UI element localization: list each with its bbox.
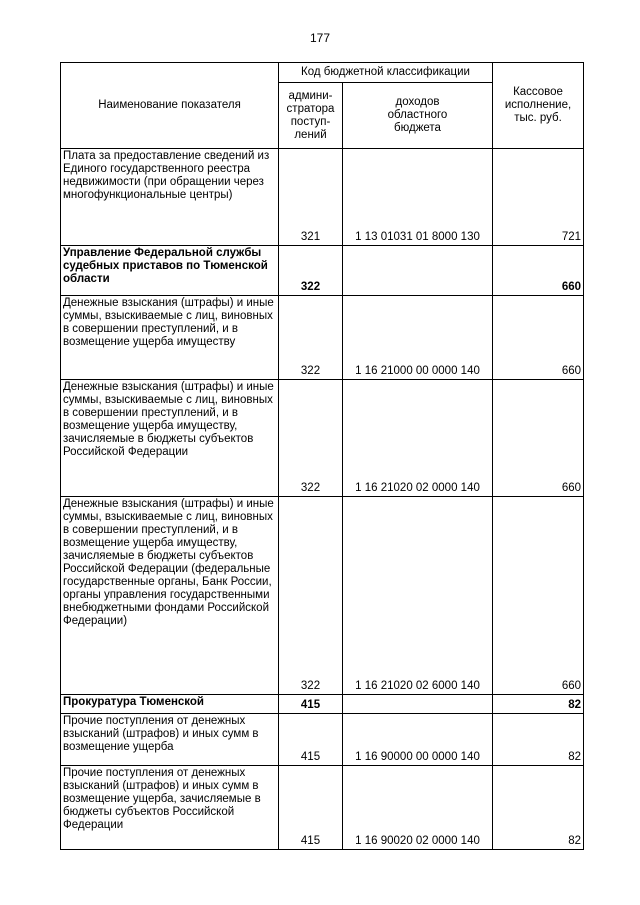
row-code: 1 16 90020 02 0000 140 <box>343 766 493 850</box>
row-name: Денежные взыскания (штрафы) и иные суммы, взыскиваемые с лиц, виновных в совершении преступлений, и в возмещение ущерба имуществу, зачисляемые в бюджеты субъектов Российской Федерации (федеральные государственные органы, Банк России, органы управления государственными внебюджетными фондами Российской Федерации) <box>61 497 279 695</box>
row-name: Управление Федеральной службы судебных приставов по Тюменской области <box>61 246 279 296</box>
row-code: 1 16 21020 02 0000 140 <box>343 380 493 497</box>
row-admin: 415 <box>279 714 343 766</box>
row-code: 1 16 21020 02 6000 140 <box>343 497 493 695</box>
table-row <box>61 497 584 695</box>
row-amount: 82 <box>493 695 584 714</box>
row-amount: 82 <box>493 714 584 766</box>
row-code: 1 16 21000 00 0000 140 <box>343 296 493 380</box>
row-name: Плата за предоставление сведений из Единого государственного реестра недвижимости (при обращении через многофункциональные центры) <box>61 149 279 246</box>
row-name: Прочие поступления от денежных взысканий (штрафов) и иных сумм в возмещение ущерба, зачисляемые в бюджеты субъектов Российской Федерации <box>61 766 279 850</box>
row-amount: 660 <box>493 296 584 380</box>
table-row <box>61 380 584 497</box>
row-admin: 415 <box>279 695 343 714</box>
row-code: 1 13 01031 01 8000 130 <box>343 149 493 246</box>
header-admin: админи- стратора поступ- лений <box>279 83 343 149</box>
row-admin: 321 <box>279 149 343 246</box>
header-code-group: Код бюджетной классификации <box>279 63 493 83</box>
table-row <box>61 149 584 246</box>
table-row <box>61 296 584 380</box>
row-name: Денежные взыскания (штрафы) и иные суммы, взыскиваемые с лиц, виновных в совершении преступлений, и в возмещение ущерба имуществу, зачисляемые в бюджеты субъектов Российской Федерации <box>61 380 279 497</box>
row-code: 1 16 90000 00 0000 140 <box>343 714 493 766</box>
table-row <box>61 246 584 296</box>
row-code <box>343 246 493 296</box>
row-admin: 322 <box>279 380 343 497</box>
budget-table <box>60 62 584 850</box>
row-name: Прокуратура Тюменской <box>61 695 279 714</box>
row-name: Денежные взыскания (штрафы) и иные суммы, взыскиваемые с лиц, виновных в совершении преступлений, и в возмещение ущерба имуществу <box>61 296 279 380</box>
header-name: Наименование показателя <box>61 63 279 149</box>
row-admin: 322 <box>279 497 343 695</box>
row-admin: 322 <box>279 296 343 380</box>
row-amount: 660 <box>493 497 584 695</box>
row-code <box>343 695 493 714</box>
row-name: Прочие поступления от денежных взысканий (штрафов) и иных сумм в возмещение ущерба <box>61 714 279 766</box>
table-row <box>61 695 584 714</box>
table-row <box>61 766 584 850</box>
header-amount: Кассовое исполнение, тыс. руб. <box>493 63 584 149</box>
row-amount: 660 <box>493 380 584 497</box>
row-amount: 721 <box>493 149 584 246</box>
row-admin: 322 <box>279 246 343 296</box>
header-income: доходов областного бюджета <box>343 83 493 149</box>
row-amount: 660 <box>493 246 584 296</box>
row-amount: 82 <box>493 766 584 850</box>
page-number: 177 <box>309 31 331 45</box>
row-admin: 415 <box>279 766 343 850</box>
table-row <box>61 714 584 766</box>
